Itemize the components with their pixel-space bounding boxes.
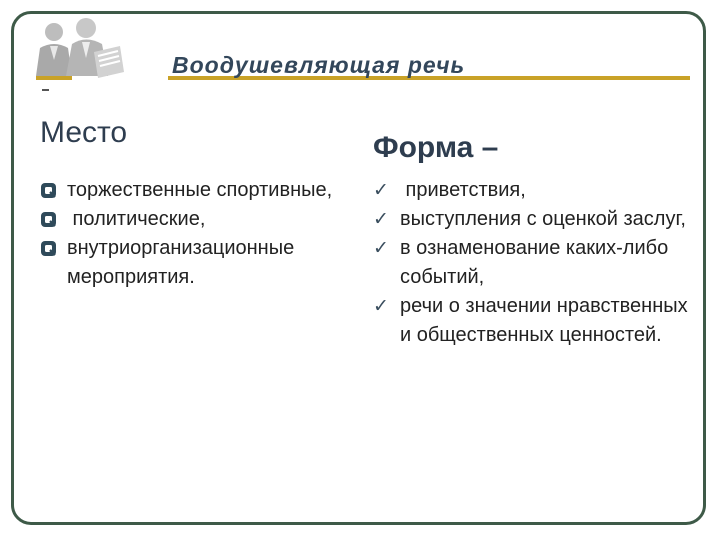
list-item-text: политические, bbox=[67, 208, 206, 230]
q-box-icon bbox=[41, 183, 56, 198]
business-people-logo-icon bbox=[26, 16, 126, 80]
left-bullet-list bbox=[40, 176, 350, 292]
accent-line-left bbox=[36, 76, 72, 80]
left-column-heading: Место bbox=[40, 116, 128, 149]
q-box-icon bbox=[41, 212, 56, 227]
list-item bbox=[373, 176, 693, 205]
list-item-text: в ознаменование каких-либо событий, bbox=[400, 237, 669, 288]
list-item bbox=[373, 234, 693, 292]
right-column-heading: Форма – bbox=[373, 131, 499, 164]
list-item-text: торжественные спортивные, bbox=[67, 179, 333, 201]
list-item bbox=[40, 234, 350, 292]
list-item-text: выступления с оценкой заслуг, bbox=[400, 208, 686, 230]
checkmark-icon: ✓ bbox=[373, 296, 389, 317]
checkmark-icon: ✓ bbox=[373, 209, 389, 230]
list-item-text: внутриорганизационные мероприятия. bbox=[67, 237, 295, 288]
list-item bbox=[373, 292, 693, 350]
q-box-icon bbox=[41, 241, 56, 256]
checkmark-icon: ✓ bbox=[373, 180, 389, 201]
checkmark-icon: ✓ bbox=[373, 238, 389, 259]
right-bullet-list bbox=[373, 176, 693, 350]
list-item bbox=[373, 205, 693, 234]
slide-title: Воодушевляющая речь bbox=[172, 52, 466, 78]
list-item bbox=[40, 205, 350, 234]
dash-mark bbox=[42, 89, 49, 91]
list-item bbox=[40, 176, 350, 205]
list-item-text: приветствия, bbox=[400, 179, 526, 201]
list-item-text: речи о значении нравственных и общественных ценностей. bbox=[400, 295, 688, 346]
